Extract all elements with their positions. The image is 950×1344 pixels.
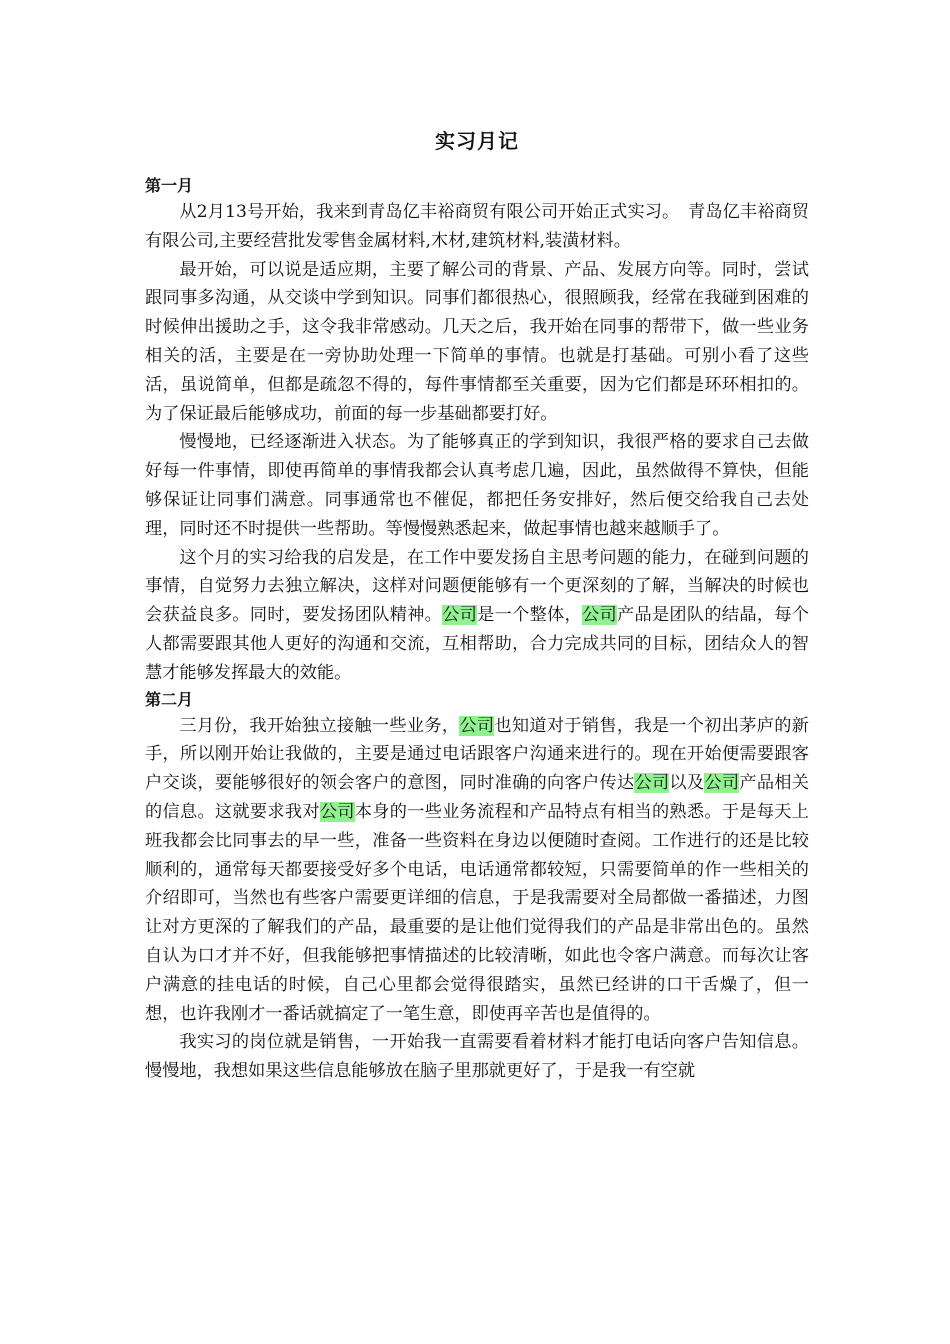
paragraph: 慢慢地，已经逐渐进入状态。为了能够真正的学到知识，我很严格的要求自己去做好每一件事情，即使再简单的事情我都会认真考虑几遍，因此，虽然做得不算快，但能够保证让同事们满意。同事通常也不催促，都把任务安排好，然后便交给我自己去处理，同时还不时提供一些帮助。等慢慢熟悉起来，做起事情也越来越顺手了。 [145, 432, 809, 539]
paragraph: 从2月13号开始，我来到青岛亿丰裕商贸有限公司开始正式实习。 青岛亿丰裕商贸有限公司,主要经营批发零售金属材料,木材,建筑材料,装潢材料。 [145, 202, 809, 251]
highlighted-term: 公司 [459, 715, 495, 736]
highlighted-term: 公司 [442, 605, 478, 626]
highlighted-term: 公司 [704, 773, 740, 794]
document-page [145, 126, 809, 1086]
highlighted-term: 公司 [319, 801, 355, 822]
section-heading: 第一月 [145, 176, 194, 195]
section-heading: 第二月 [145, 689, 194, 709]
paragraph: 我实习的岗位就是销售，一开始我一直需要看着材料才能打电话向客户告知信息。慢慢地，我想如果这些信息能够放在脑子里那就更好了，于是我一有空就 [145, 1032, 809, 1082]
section-month-1 [145, 174, 809, 688]
paragraph: 三月份，我开始独立接触一些业务，公司也知道对于销售，我是一个初出茅庐的新手，所以刚开始让我做的，主要是通过电话跟客户沟通来进行的。现在开始便需要跟客户交谈，要能够很好的领会客户的意图，同时准确的向客户传达公司以及公司产品相关的信息。这就要求我对公司本身的一些业务流程和产品特点有相当的熟悉。于是每天上班我都会比同事去的早一些，准备一些资料在身边以便随时查阅。工作进行的还是比较顺利的，通常每天都要接受好多个电话，电话通常都较短，只需要简单的作一些相关的介绍即可，当然也有些客户需要更详细的信息，于是我需要对全局都做一番描述，力图让对方更深的了解我们的产品，最重要的是让他们觉得我们的产品是非常出色的。虽然自认为口才并不好，但我能够把事情描述的比较清晰，如此也令客户满意。而每次让客户满意的挂电话的时候，自己心里都会觉得很踏实，虽然已经讲的口干舌燥了，但一想，也许我刚才一番话就搞定了一笔生意，即使再辛苦也是值得的。 [145, 715, 809, 1024]
document-title: 实习月记 [435, 129, 519, 153]
paragraph: 最开始，可以说是适应期，主要了解公司的背景、产品、发展方向等。同时，尝试跟同事多沟通，从交谈中学到知识。同事们都很热心，很照顾我，经常在我碰到困难的时候伸出援助之手，这令我非常感动。几天之后，我开始在同事的帮带下，做一些业务相关的活，主要是在一旁协助处理一下简单的事情。也就是打基础。可别小看了这些活，虽说简单，但都是疏忽不得的，每件事情都至关重要，因为它们都是环环相扣的。为了保证最后能够成功，前面的每一步基础都要打好。 [145, 259, 809, 424]
section-month-2 [145, 688, 809, 1086]
highlighted-term: 公司 [582, 605, 617, 626]
paragraph: 这个月的实习给我的启发是，在工作中要发扬自主思考问题的能力，在碰到问题的事情，自觉努力去独立解决，这样对问题便能够有一个更深刻的了解，当解决的时候也会获益良多。同时，要发扬团队精神。公司是一个整体，公司产品是团队的结晶，每个人都需要跟其他人更好的沟通和交流，互相帮助，合力完成共同的目标，团结众人的智慧才能够发挥最大的效能。 [145, 547, 809, 683]
highlighted-term: 公司 [634, 773, 670, 794]
